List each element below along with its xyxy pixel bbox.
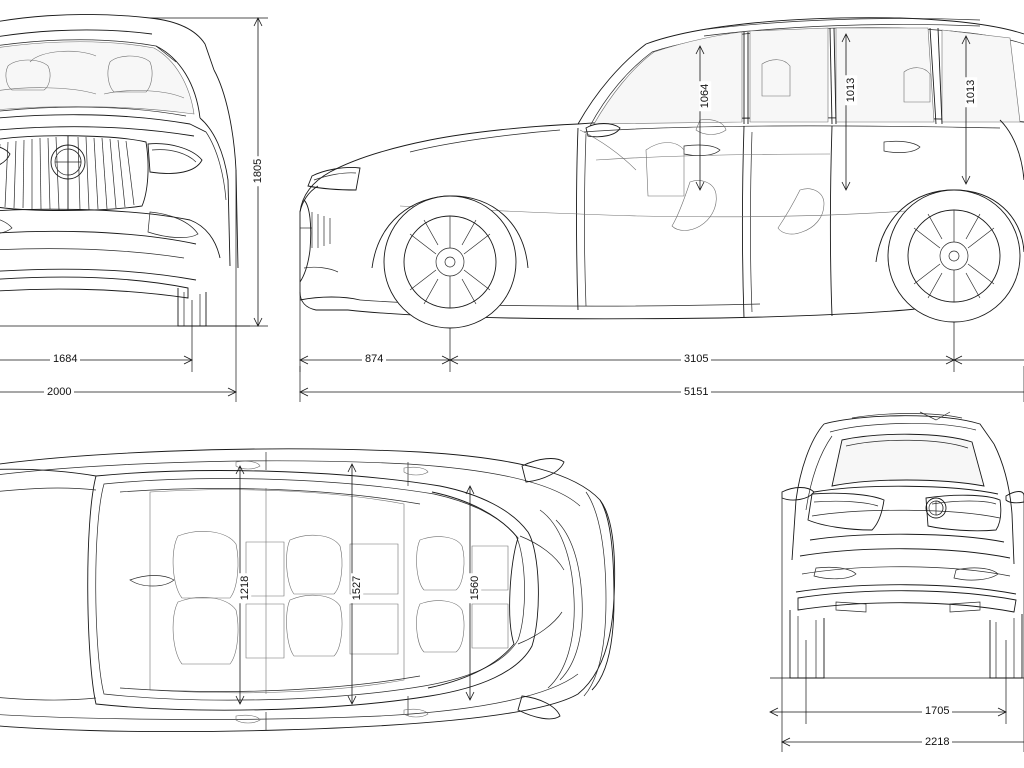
dim-label-front-width: 2000 — [44, 386, 74, 398]
top-view-group — [0, 449, 615, 732]
dim-label-rear-width: 2218 — [922, 736, 952, 748]
dim-label-shoulder-row3: 1218 — [239, 573, 251, 603]
dim-label-headroom-row1: 1064 — [699, 81, 711, 111]
rear-dim-width — [782, 498, 1024, 752]
dim-label-headroom-row2: 1013 — [845, 75, 857, 105]
dim-label-rear-track: 1705 — [922, 705, 952, 717]
side-view-group — [300, 18, 1024, 328]
front-dim-track — [0, 300, 192, 372]
dim-label-front-height: 1805 — [252, 156, 264, 186]
rear-view-group — [770, 412, 1024, 678]
front-view-group — [0, 14, 250, 326]
dim-label-front-track: 1684 — [50, 353, 80, 365]
dim-label-headroom-row3: 1013 — [965, 77, 977, 107]
dim-label-wheelbase: 3105 — [681, 353, 711, 365]
side-dim-length — [300, 366, 1024, 402]
dim-label-shoulder-row2: 1527 — [351, 573, 363, 603]
front-dim-width — [0, 170, 236, 402]
dim-label-front-overhang: 874 — [362, 353, 386, 365]
rear-dim-track — [770, 640, 1006, 724]
dim-label-overall-length: 5151 — [681, 386, 711, 398]
dim-label-shoulder-row1: 1560 — [469, 573, 481, 603]
